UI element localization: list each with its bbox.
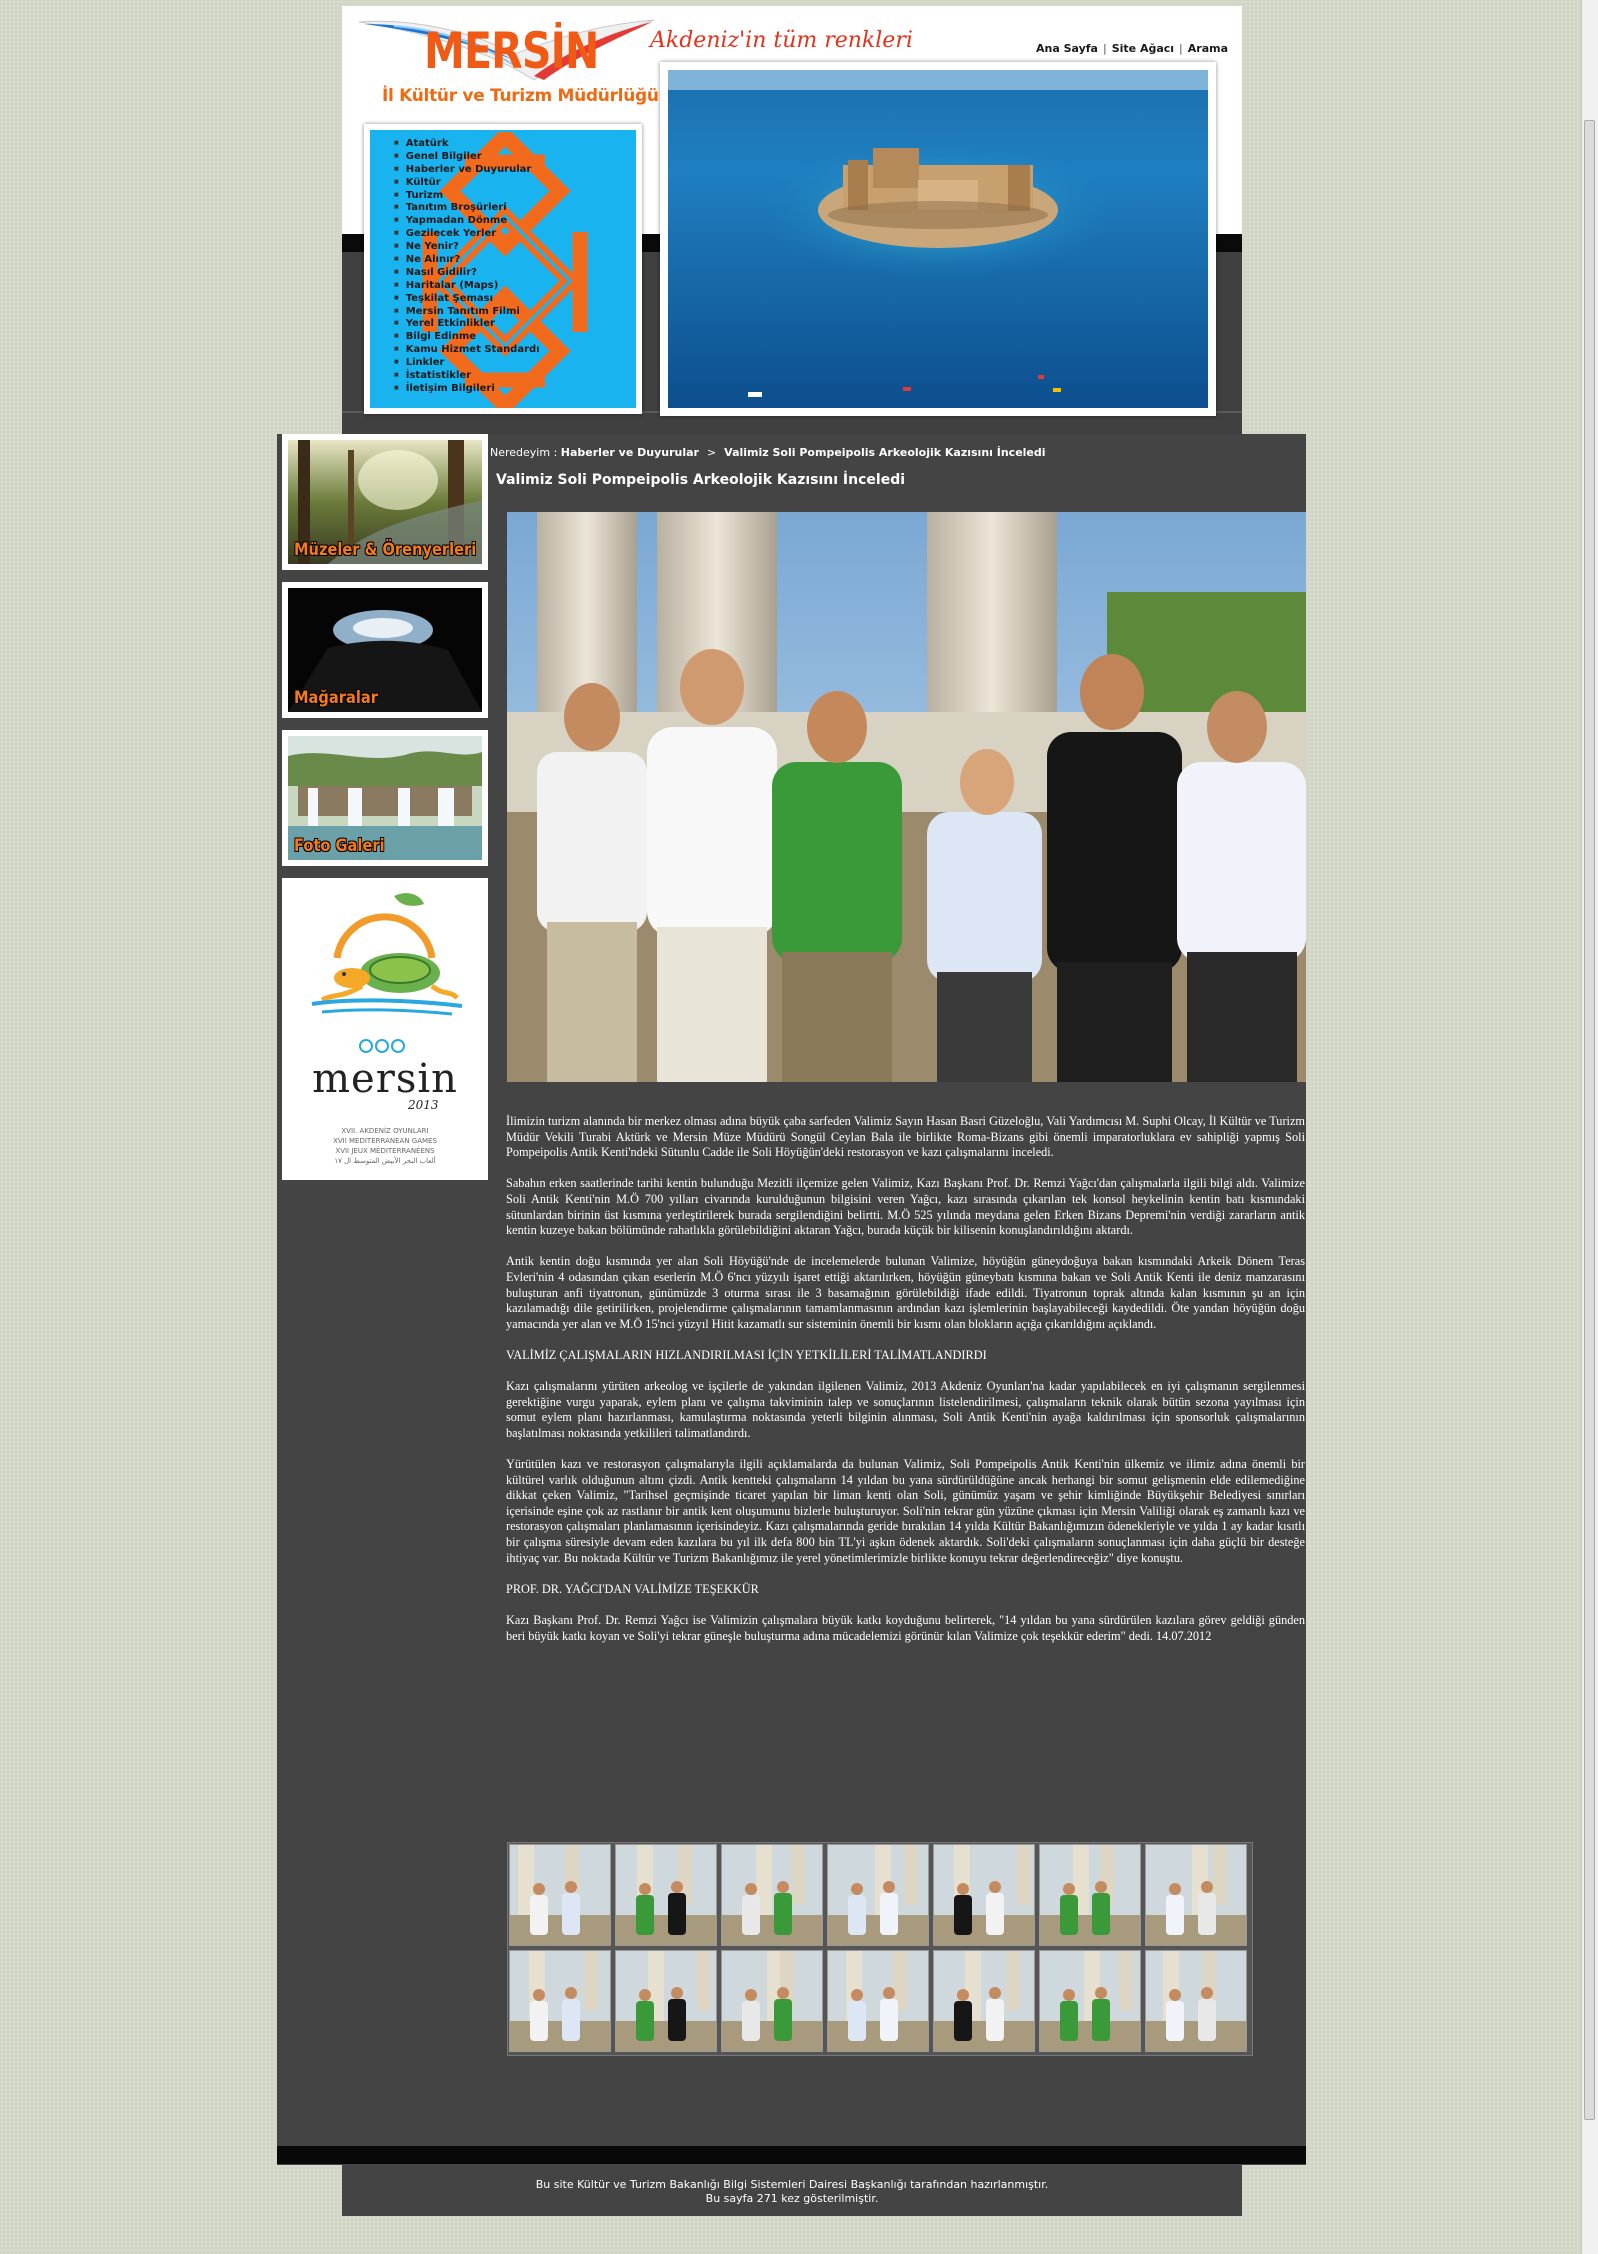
thumbnail-photo [722,1845,822,1945]
museums-caption: Müzeler & Örenyerleri [294,540,477,560]
photo-thumbnail-gallery [507,1842,1253,2056]
gallery-thumbnail[interactable] [1039,1950,1141,2052]
menu-item[interactable]: ■ Yapmadan Dönme [394,215,540,228]
article-paragraph: Yürütülen kazı ve restorasyon çalışmalarıyla ilgili açıklamalarda da bulunan Valimiz, Soli Pompeipolis Antik Kenti'nin ülkemiz ve ilimiz adına önemli bir kültürel varlık olduğunun altını çizdi. Antik kentteki çalışmaların 14 yıldan bu yana sürdürüldüğüne ancak herhangi bir somut gelişmenin elde edilemediğine dikkat çeken Valimiz, "Tarihsel geçmişinde ticaret yapılan bir liman kenti olan Soli, günümüz yaşam ve şehir kimliğinde Büyükşehir Belediyesi sınırları içerisinde eşine çok az rastlanır bir antik kent oluşumunu bizlerle buluşturuyor. Soli'nin tekrar gün yüzüne çıkması için Mersin Valiliği olarak eş zamanlı kazı ve restorasyon çalışmaları planlamasının içerisindeyiz. Kazı çalışmalarında geride bırakılan 14 yılda Kültür Bakanlığımızın ödenekleriyle ve yılda 1 ay kadar kısıtlı bir çalışma süresiyle devam eden kazılara bu yıl ilk defa 800 bin TL'yi aşkın ödenek aktardık. Soli'deki çalışmaların sonuçlanması için daha güçlü bir desteğe ihtiyaç var. Bu noktada Kültür ve Turizm Bakanlığımız ile yerel yönetimlerimizle birlikte konuyu tekrar değerlendireceğiz" diye konuştu. [506,1457,1305,1565]
article-body [506,1114,1305,1660]
content-bottom-bar [277,2146,1306,2164]
menu-list [394,138,540,396]
games-year: 2013 [408,1098,439,1112]
gallery-thumbnail[interactable] [721,1950,823,2052]
article-paragraph: Kazı çalışmalarını yürüten arkeolog ve işçilerle de yakından ilgilenen Valimiz, 2013 Akdeniz Oyunları'na kadar yapılabilecek en iyi çalışmanın sergilenmesi gerektiğine vurgu yaparak, eylem planı ve çalışma takviminin talep ve sonuçlarının listelendirilmesi, çalışmaların teknik olarak bütün sezona yayılması için somut eylem planı hazırlanması, kamulaştırma noktasında yeterli bilginin alınması, Soli Antik Kenti'nin ayağa kaldırılması için sponsorluk çalışmalarının başlatılması noktasında yetkilileri talimatlandırdı. [506,1379,1305,1440]
games-line: XVII JEUX MÉDITERRANÉENS [335,1147,435,1155]
article-paragraph: Sabahın erken saatlerinde tarihi kentin bulunduğu Mezitli ilçemize gelen Valimiz, Kazı Başkanı Prof. Dr. Remzi Yağcı'dan çalışmalarla ilgili bilgi aldı. Valimize Soli Antik Kenti'nin M.Ö 700 yılları civarında kurulduğunun bilgisini veren Yağcı, kazı sırasında çıkarılan tek konsol heykelinin kentin batı kısmındaki sütunlardan birinin üst kısmına yerleştirilerek burada sergilendiğini belirtti. M.Ö 525 yılında meydana gelen Erken Bizans Depremi'nin verdiği zararların antik kentin kuzeye bakan bölümünde rahatlıkla görülebildiğini aktaran Yağcı, burada küçük bir kilisenin konuşlandırıldığını aktardı. [506,1176,1305,1238]
gallery-thumbnail[interactable] [721,1844,823,1946]
menu-item[interactable]: ■ Kamu Hizmet Standardı [394,344,540,357]
hero-image-frame [660,62,1216,416]
games-line: XVII. AKDENİZ OYUNLARI [341,1127,429,1135]
thumbnail-photo [616,1951,716,2051]
footer-view-count: Bu sayfa 271 kez gösterilmiştir. [705,2192,879,2205]
menu-item[interactable]: ■ Ne Alınır? [394,254,540,267]
sidebar-card-museums[interactable] [282,434,488,570]
mediterranean-games-banner[interactable] [282,878,488,1180]
thumbnail-photo [722,1951,822,2051]
gallery-thumbnail[interactable] [1145,1844,1247,1946]
gallery-thumbnail[interactable] [933,1950,1035,2052]
breadcrumb-separator: > [706,446,717,459]
breadcrumb [490,446,1046,459]
menu-item[interactable]: ■ Tanıtım Broşürleri [394,202,540,215]
menu-item[interactable]: ■ Mersin Tanıtım Filmi [394,306,540,319]
article-paragraph: PROF. DR. YAĞCI'DAN VALİMİZE TEŞEKKÜR [506,1581,759,1596]
site-header [342,6,1242,434]
gallery-thumbnail[interactable] [509,1844,611,1946]
thumbnail-photo [510,1951,610,2051]
thumbnail-photo [828,1845,928,1945]
sidebar-card-caves[interactable] [282,582,488,718]
games-line: ألعاب البحر الأبيض المتوسط ال ١٧ [334,1157,436,1165]
site-footer [342,2164,1242,2216]
menu-item[interactable]: ■ Ne Yenir? [394,241,540,254]
home-link[interactable]: Ana Sayfa [1036,42,1098,55]
menu-item[interactable]: ■ İstatistikler [394,370,540,383]
breadcrumb-prefix: Neredeyim : [490,446,558,459]
page-title: Valimiz Soli Pompeipolis Arkeolojik Kazısını İnceledi [496,472,906,488]
sitemap-link[interactable]: Site Ağacı [1111,42,1175,55]
castle-island-image [668,70,1208,408]
thumbnail-photo [1146,1845,1246,1945]
thumbnail-photo [510,1845,610,1945]
top-links [1036,42,1228,55]
logo-slogan: Akdeniz'in tüm renkleri [650,28,913,53]
menu-item[interactable]: ■ Genel Bilgiler [394,151,540,164]
games-line: XVII MEDITERRANEAN GAMES [333,1137,437,1145]
logo-title[interactable]: MERSİN [424,22,599,80]
article-paragraph: VALİMİZ ÇALIŞMALARIN HIZLANDIRILMASI İÇİN YETKİLİLERİ TALİMATLANDIRDI [506,1347,987,1362]
thumbnail-photo [828,1951,928,2051]
hero-image [668,70,1208,408]
scrollbar-thumb[interactable] [1584,120,1595,2120]
breadcrumb-current: Valimiz Soli Pompeipolis Arkeolojik Kazısını İnceledi [724,446,1046,459]
thumbnail-photo [934,1845,1034,1945]
thumbnail-photo [934,1951,1034,2051]
caves-caption: Mağaralar [294,688,378,708]
photo-gallery-caption: Foto Galeri [294,836,385,856]
menu-item[interactable]: ■ Yerel Etkinlikler [394,318,540,331]
footer-credit: Bu site Kültür ve Turizm Bakanlığı Bilgi Sistemleri Dairesi Başkanlığı tarafından hazırlanmıştır. [535,2178,1049,2191]
thumbnail-photo [1040,1951,1140,2051]
menu-item[interactable]: ■ Gezilecek Yerler [394,228,540,241]
thumbnail-photo [616,1845,716,1945]
main-content-area [277,434,1306,2165]
menu-item[interactable]: ■ Bilgi Edinme [394,331,540,344]
article-paragraph: Antik kentin doğu kısmında yer alan Soli Höyüğü'nde de incelemelerde bulunan Valimize, höyüğün güneydoğuya bakan kısmındaki Arkeik Dönem Teras Evleri'nin 4 odasından çıkan eserlerin M.Ö 6'ncı yüzyılı işaret ettiği aktarılırken, höyüğün güneybatı kısmına bakan ve Soli Antik Kenti ile deniz manzarasını buluşturan anfi tiyatronun, günümüzde 3 oturma sırası ile 3 basamağının görülebildiği ifade edildi. Tiyatronun toprak altında kalan kısmının şu an için kazılamadığı dile getirilirken, projelendirme çalışmalarının tamamlanmasının ardından kazı işlemlerinin başlayabileceği kaydedildi. Öte yandan höyüğün doğu yamacında yer alan ve M.Ö 15'nci yüzyıl Hitit kazamatlı sur sisteminin önemli bir kısmı olan blokların açığa çıkarıldığını açıklandı. [506,1254,1305,1331]
thumbnail-photo [1040,1845,1140,1945]
menu-item[interactable]: ■ Linkler [394,357,540,370]
gallery-thumbnail[interactable] [1039,1844,1141,1946]
menu-item[interactable]: ■ Turizm [394,190,540,203]
gallery-thumbnail[interactable] [1145,1950,1247,2052]
menu-item[interactable]: ■ Kültür [394,177,540,190]
article-main-photo [507,512,1306,1082]
games-text-lines [282,1126,488,1166]
gallery-thumbnail[interactable] [827,1950,929,2052]
menu-item[interactable]: ■ Atatürk [394,138,540,151]
gallery-thumbnail[interactable] [615,1950,717,2052]
gallery-thumbnail[interactable] [615,1844,717,1946]
breadcrumb-link[interactable]: Haberler ve Duyurular [560,446,699,459]
logo-subtitle: İl Kültür ve Turizm Müdürlüğü [382,86,659,106]
thumbnail-grid [509,1844,1251,2052]
main-menu [370,130,636,408]
group-photo-image [507,512,1306,1082]
link-separator: | [1102,42,1107,55]
main-menu-panel [364,124,642,414]
menu-item[interactable]: ■ Nasıl Gidilir? [394,267,540,280]
page-scrollbar[interactable] [1581,0,1598,2254]
menu-item[interactable]: ■ Haberler ve Duyurular [394,164,540,177]
menu-item[interactable]: ■ Haritalar (Maps) [394,280,540,293]
thumbnail-photo [1146,1951,1246,2051]
sidebar-card-photo-gallery[interactable] [282,730,488,866]
menu-item[interactable]: ■ Teşkilat Şeması [394,293,540,306]
search-link[interactable]: Arama [1187,42,1229,55]
gallery-thumbnail[interactable] [509,1950,611,2052]
link-separator: | [1179,42,1183,55]
article-paragraph: Kazı Başkanı Prof. Dr. Remzi Yağcı ise Valimizin çalışmalara büyük katkı koyduğunu belirterek, "14 yıldan bu yana sürdürülen kazılara görev geldiği günden beri büyük katkı koyan ve Soli'yi tekrar güneşle buluşturma adına mücadelemizi görünür kılan Valimize çok teşekkür ederim" dedi. 14.07.2012 [506,1613,1305,1643]
games-wordmark: mersin [312,1056,458,1102]
gallery-thumbnail[interactable] [827,1844,929,1946]
article-paragraph: İlimizin turizm alanında bir merkez olması adına büyük çaba sarfeden Valimiz Sayın Hasan Basri Güzeloğlu, Vali Yardımcısı M. Suphi Olcay, İl Kültür ve Turizm Müdür Vekili Turabi Aktürk ve Mersin Müze Müdürü Songül Ceylan Bala ile birlikte Roma-Bizans gibi önemli imparatorluklara ev sahipliği yapmış Soli Pompeipolis Antik Kenti'ndeki Sütunlu Cadde ile Soli Höyüğün'deki restorasyon ve kazı çalışmalarını inceledi. [506,1114,1305,1160]
gallery-thumbnail[interactable] [933,1844,1035,1946]
menu-item[interactable]: ■ İletişim Bilgileri [394,383,540,396]
